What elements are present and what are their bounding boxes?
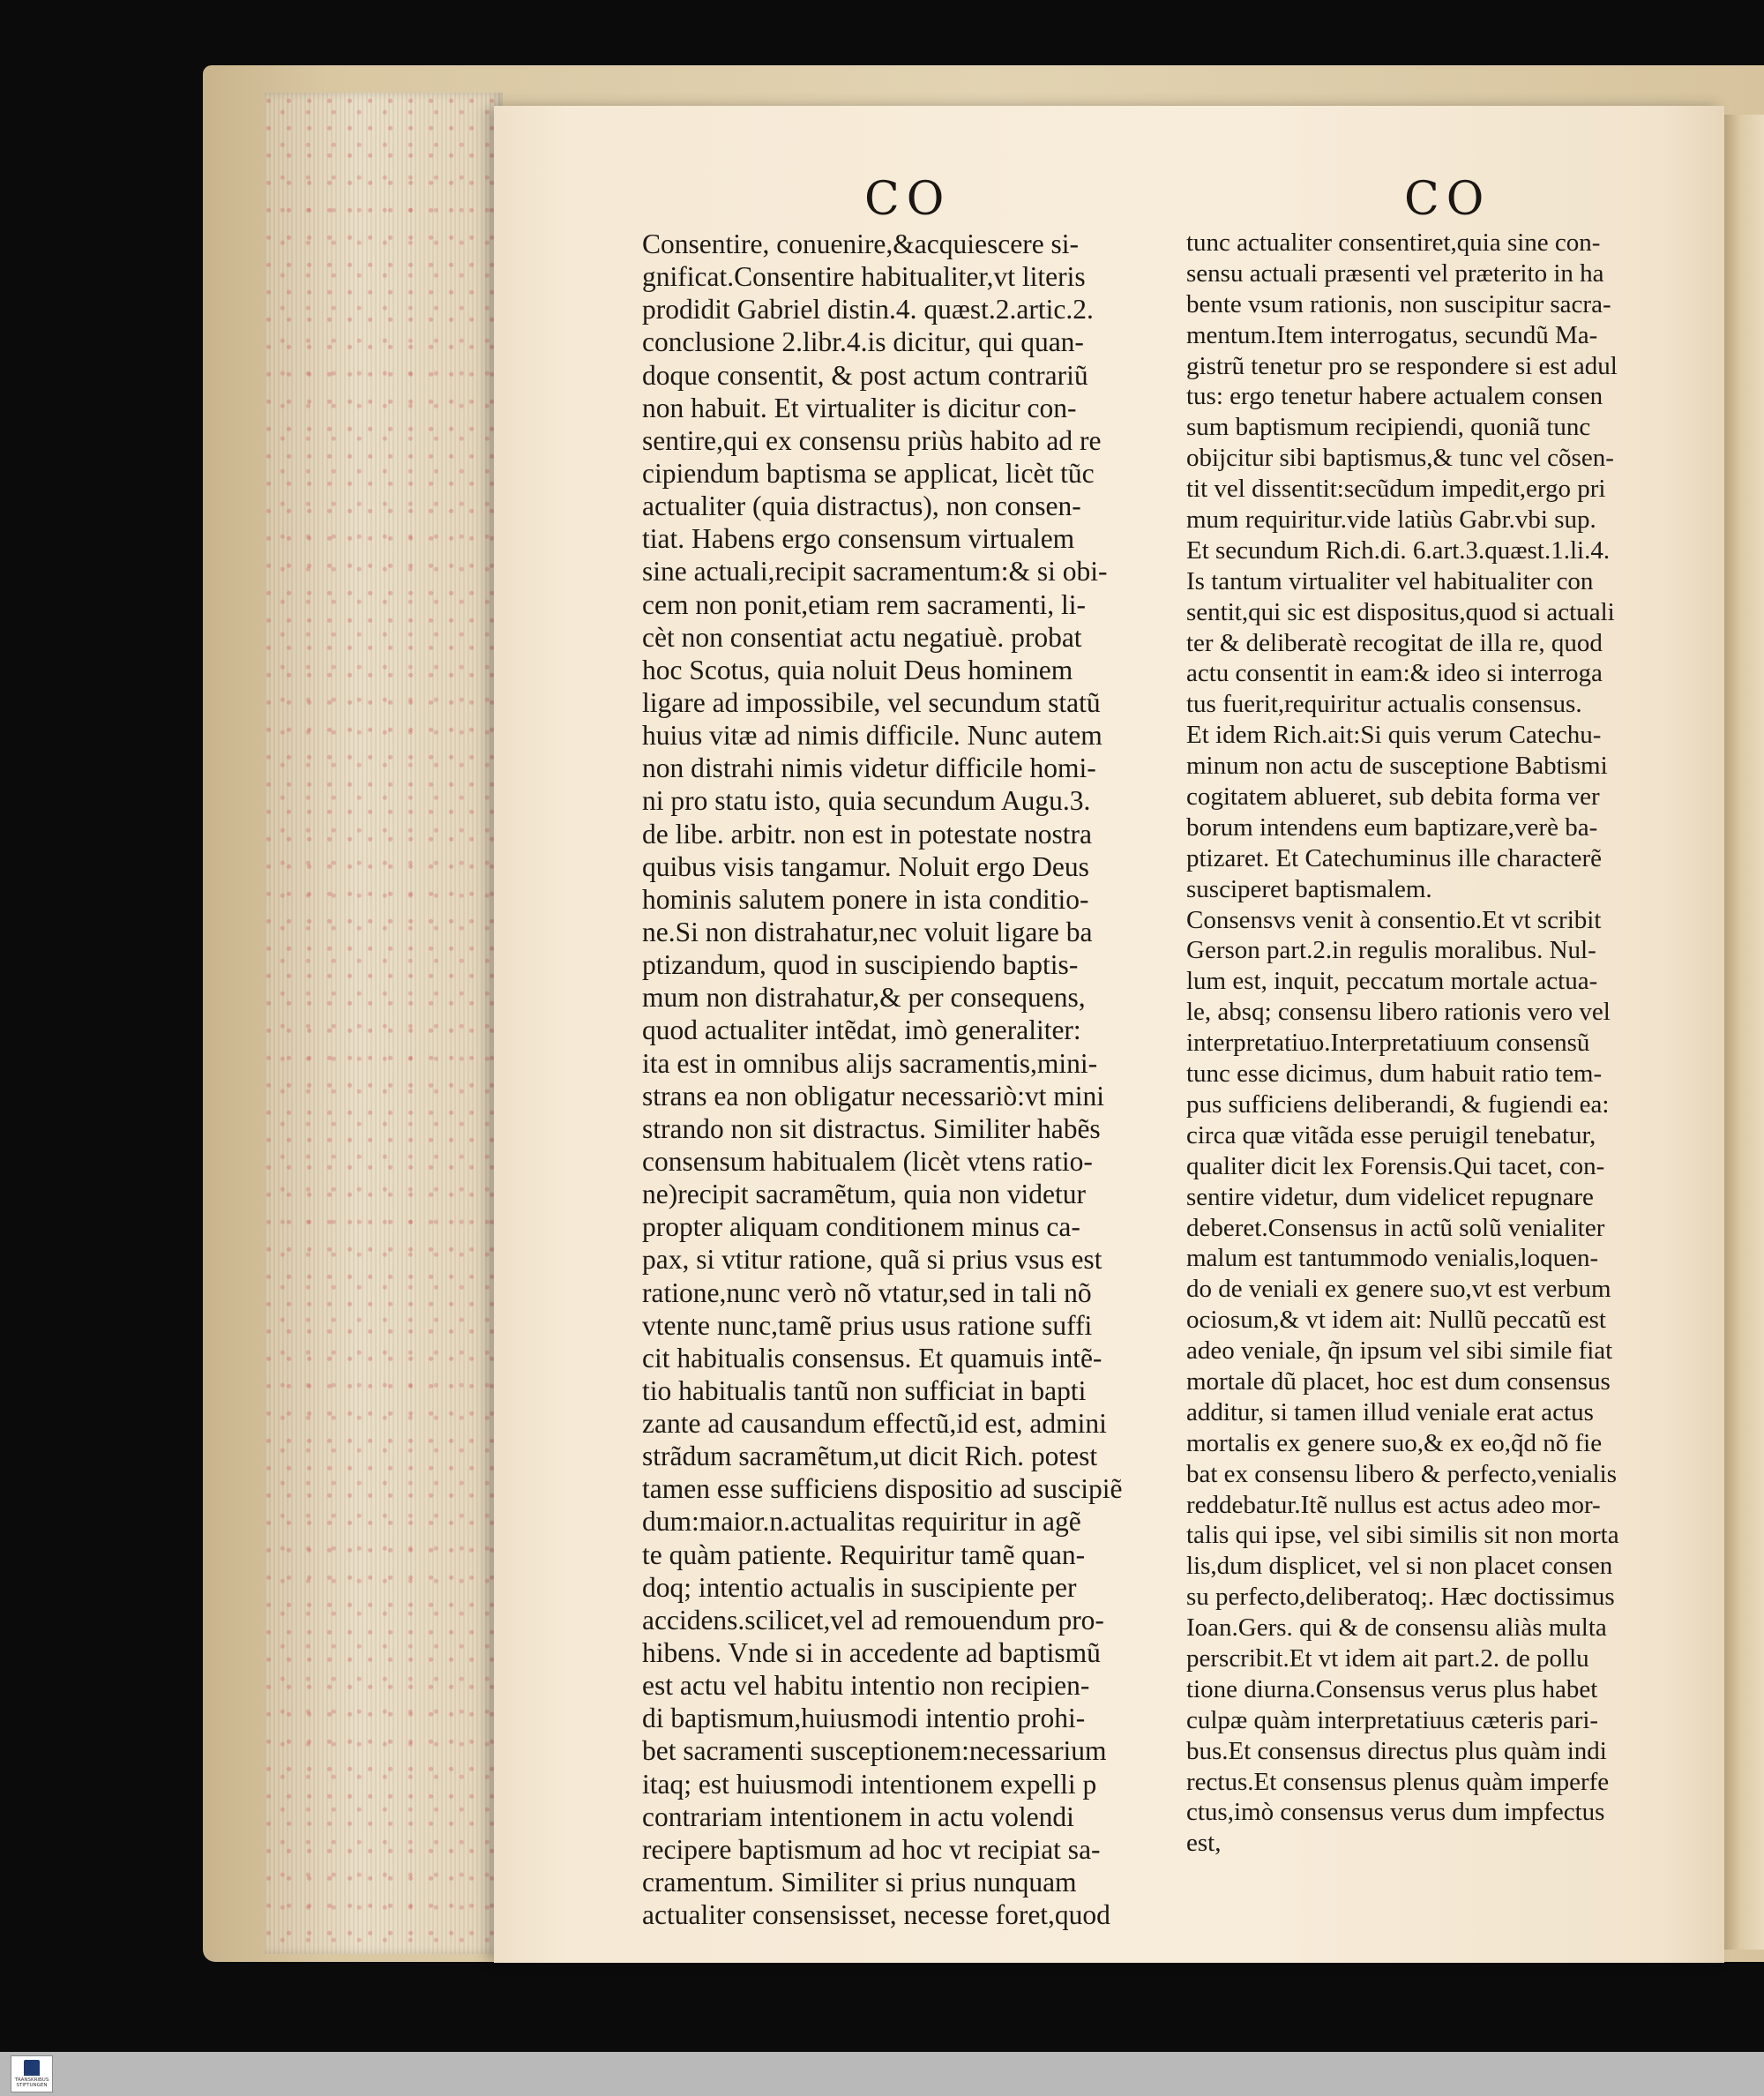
text-line: tus fuerit,requiritur actualis consensus. [1186, 690, 1582, 719]
text-line: te quàm patiente. Requiritur tamẽ quan- [642, 1538, 1086, 1570]
page-edges [265, 93, 503, 1954]
text-line: reddebatur.Itẽ nullus est actus adeo mor- [1186, 1490, 1601, 1519]
text-line: minum non actu de susceptione Babtismi [1186, 752, 1608, 781]
text-line: ni pro statu isto, quia secundum Augu.3. [642, 785, 1091, 817]
text-line: sensu actuali præsenti vel præterito in ha [1186, 258, 1604, 288]
text-line: zante ad causandum effectũ,id est, admini [642, 1408, 1107, 1440]
text-column-right [1186, 228, 1698, 1859]
text-line: tit vel dissentit:secũdum impedit,ergo pri [1186, 475, 1606, 504]
text-line: actualiter (quia distractus), non consen- [642, 490, 1081, 522]
text-line: deberet.Consensus in actũ solũ venialiter [1186, 1213, 1605, 1242]
text-line: hibens. Vnde si in accedente ad baptismũ [642, 1637, 1101, 1669]
text-line: ita est in omnibus alijs sacramentis,mini- [642, 1047, 1098, 1079]
text-line: ne.Si non distrahatur,nec voluit ligare ba [642, 916, 1093, 947]
text-line: recipere baptismum ad hoc vt recipiat sa- [642, 1833, 1101, 1865]
text-line: ligare ad impossibile, vel secundum statũ [642, 686, 1101, 718]
text-line: bus.Et consensus directus plus quàm indi [1186, 1736, 1607, 1765]
text-line: non habuit. Et virtualiter is dicitur con- [642, 392, 1077, 423]
text-line: mum requiritur.vide latiùs Gabr.vbi sup. [1186, 505, 1596, 535]
viewer-footer-bar [0, 2052, 1764, 2096]
text-line: de libe. arbitr. non est in potestate nostra [642, 818, 1092, 850]
text-line: le, absq; consensu libero rationis vero vel [1186, 998, 1611, 1027]
text-line: gnificat.Consentire habitualiter,vt literis [642, 261, 1086, 293]
text-line: est, [1186, 1829, 1222, 1858]
text-line: qualiter dicit lex Forensis.Qui tacet, con- [1186, 1151, 1605, 1180]
text-line: itaq; est huiusmodi intentionem expelli p [642, 1768, 1097, 1800]
text-line: obijcitur sibi baptismus,& tunc vel cõsen- [1186, 444, 1614, 473]
text-line: ptizaret. Et Catechuminus ille characterẽ [1186, 843, 1603, 872]
text-line: strãdum sacramẽtum,ut dicit Rich. potest [642, 1441, 1098, 1472]
text-line: sentit,qui sic est dispositus,quod si actuali [1186, 597, 1615, 626]
text-line: ratione,nunc verò nõ vtatur,sed in tali nõ [642, 1276, 1092, 1308]
text-line: hoc Scotus, quia noluit Deus hominem [642, 654, 1073, 685]
text-line: sum baptismum recipiendi, quoniã tunc [1186, 413, 1591, 442]
text-line: non distrahi nimis videtur difficile homi- [642, 752, 1096, 784]
text-line: lis,dum displicet, vel si non placet consen [1186, 1552, 1613, 1581]
text-line: do de veniali ex genere suo,vt est verbum [1186, 1275, 1611, 1304]
text-line: tus: ergo tenetur habere actualem consen [1186, 382, 1603, 411]
text-line: tione diurna.Consensus verus plus habet [1186, 1674, 1598, 1703]
text-line: tunc actualiter consentiret,quia sine con- [1186, 228, 1601, 257]
text-line: culpæ quàm interpretatiuus cæteris pari- [1186, 1705, 1599, 1734]
text-line: sine actuali,recipit sacramentum:& si obi- [642, 556, 1108, 588]
text-line: interpretatiuo.Interpretatiuum consensũ [1186, 1029, 1590, 1058]
text-line: vtente nunc,tamẽ prius usus ratione suffi [642, 1309, 1093, 1341]
text-line: conclusione 2.libr.4.is dicitur, qui quan- [642, 326, 1084, 358]
text-line: huius vitæ ad nimis difficile. Nunc autem [642, 720, 1102, 752]
text-line: ptizandum, quod in suscipiendo baptis- [642, 949, 1079, 981]
text-line: cipiendum baptisma se applicat, licèt tũc [642, 457, 1095, 489]
text-line: actu consentit in eam:& ideo si interroga [1186, 659, 1603, 688]
text-line: accidens.scilicet,vel ad remouendum pro- [642, 1604, 1104, 1636]
text-line: cit habitualis consensus. Et quamuis intẽ- [642, 1342, 1102, 1374]
text-line: su perfecto,deliberatoq;. Hæc doctissimus [1186, 1583, 1615, 1612]
text-line: sentire videtur, dum videlicet repugnare [1186, 1182, 1594, 1211]
text-line: propter aliquam conditionem minus ca- [642, 1211, 1080, 1243]
institution-logo[interactable] [11, 2055, 53, 2092]
text-line: prodidit Gabriel distin.4. quæst.2.artic.2. [642, 294, 1094, 326]
text-line: Et idem Rich.ait:Si quis verum Catechu- [1186, 721, 1602, 750]
text-line: borum intendens eum baptizare,verè ba- [1186, 812, 1598, 842]
text-line: di baptismum,huiusmodi intentio prohi- [642, 1703, 1086, 1734]
text-line: lum est, inquit, peccatum mortale actua- [1186, 967, 1598, 996]
logo-label: TRANSKRIBUS STIFTUNGEN [14, 2077, 49, 2088]
text-line: cogitatem ablueret, sub debita forma ver [1186, 782, 1600, 812]
text-line: tio habitualis tantũ non sufficiat in bapti [642, 1374, 1087, 1406]
text-line: tiat. Habens ergo consensum virtualem [642, 523, 1075, 555]
text-line: est actu vel habitu intentio non recipien- [642, 1670, 1090, 1702]
text-line: ne)recipit sacramẽtum, quia non videtur [642, 1179, 1086, 1210]
text-line: ctus,imò consensus verus dum impfectus [1186, 1798, 1605, 1827]
text-line: Ioan.Gers. qui & de consensu aliàs multa [1186, 1613, 1607, 1643]
text-line: additur, si tamen illud veniale erat actus [1186, 1397, 1594, 1426]
text-line: ter & deliberatè recogitat de illa re, quod [1186, 628, 1603, 657]
text-line: talis qui ipse, vel sibi similis sit non morta [1186, 1521, 1619, 1550]
text-line: consensum habitualem (licèt vtens ratio- [642, 1145, 1093, 1177]
text-line: doq; intentio actualis in suscipiente per [642, 1571, 1077, 1603]
text-line: hominis salutem ponere in ista conditio- [642, 883, 1089, 915]
text-line: perscribit.Et vt idem ait part.2. de pollu [1186, 1643, 1589, 1673]
text-line: bet sacramenti susceptionem:necessarium [642, 1735, 1107, 1767]
text-line: cèt non consentiat actu negatiuè. probat [642, 621, 1082, 653]
text-line: Consensvs venit à consentio.Et vt scribit [1186, 905, 1602, 934]
text-line: adeo veniale, q̃n ipsum vel sibi simile fiat [1186, 1336, 1613, 1366]
text-line: pus sufficiens deliberandi, & fugiendi ea: [1186, 1089, 1610, 1119]
text-line: Gerson part.2.in regulis moralibus. Nul- [1186, 936, 1596, 965]
text-line: tamen esse sufficiens dispositio ad suscipiẽ [642, 1473, 1123, 1505]
text-line: circa quæ vitãda esse peruigil tenebatur, [1186, 1120, 1596, 1149]
text-line: Et secundum Rich.di. 6.art.3.quæst.1.li.4. [1186, 535, 1611, 565]
right-page-edge [1724, 115, 1764, 1950]
text-line: cramentum. Similiter si prius nunquam [642, 1867, 1077, 1898]
text-line: dum:maior.n.actualitas requiritur in agẽ [642, 1506, 1081, 1538]
running-head-right: CO [1404, 173, 1491, 226]
text-line: mortalis ex genere suo,& ex eo,q̃d nõ fie [1186, 1428, 1603, 1457]
text-line: gistrũ tenetur pro se respondere si est adul [1186, 351, 1618, 380]
text-line: tunc esse dicimus, dum habuit ratio tem- [1186, 1059, 1603, 1089]
text-line: doque consentit, & post actum contrariũ [642, 359, 1088, 391]
text-line: rectus.Et consensus plenus quàm imperfe [1186, 1767, 1610, 1796]
text-line: quod actualiter intẽdat, imò generaliter: [642, 1014, 1081, 1046]
text-line: Is tantum virtualiter vel habitualiter con [1186, 566, 1594, 595]
text-line: mortale dũ placet, hoc est dum consensus [1186, 1366, 1611, 1396]
text-line: sentire,qui ex consensu priùs habito ad re [642, 424, 1102, 456]
text-line: quibus visis tangamur. Noluit ergo Deus [642, 850, 1089, 882]
text-line: strans ea non obligatur necessariò:vt mini [642, 1080, 1104, 1112]
text-line: mum non distrahatur,& per consequens, [642, 982, 1086, 1014]
text-line: Consentire, conuenire,&acquiescere si- [642, 228, 1080, 259]
running-head-left: CO [864, 173, 952, 226]
library-building-icon [24, 2060, 40, 2076]
text-line: bente vsum rationis, non suscipitur sacra- [1186, 289, 1611, 318]
text-line: strando non sit distractus. Similiter habẽs [642, 1112, 1101, 1144]
text-line: pax, si vtitur ratione, quã si prius vsus est [642, 1244, 1102, 1276]
text-line: actualiter consensisset, necesse foret,quod [642, 1899, 1110, 1931]
text-line: cem non ponit,etiam rem sacramenti, li- [642, 588, 1086, 620]
text-line: mentum.Item interrogatus, secundũ Ma- [1186, 320, 1598, 349]
text-line: contrariam intentionem in actu volendi [642, 1800, 1074, 1832]
text-line: ociosum,& vt idem ait: Nullũ peccatũ est [1186, 1306, 1606, 1335]
text-line: malum est tantummodo venialis,loquen- [1186, 1244, 1599, 1273]
text-line: bat ex consensu libero & perfecto,venialis [1186, 1459, 1618, 1488]
text-line: susciperet baptismalem. [1186, 874, 1432, 903]
text-column-left [642, 228, 1180, 1931]
